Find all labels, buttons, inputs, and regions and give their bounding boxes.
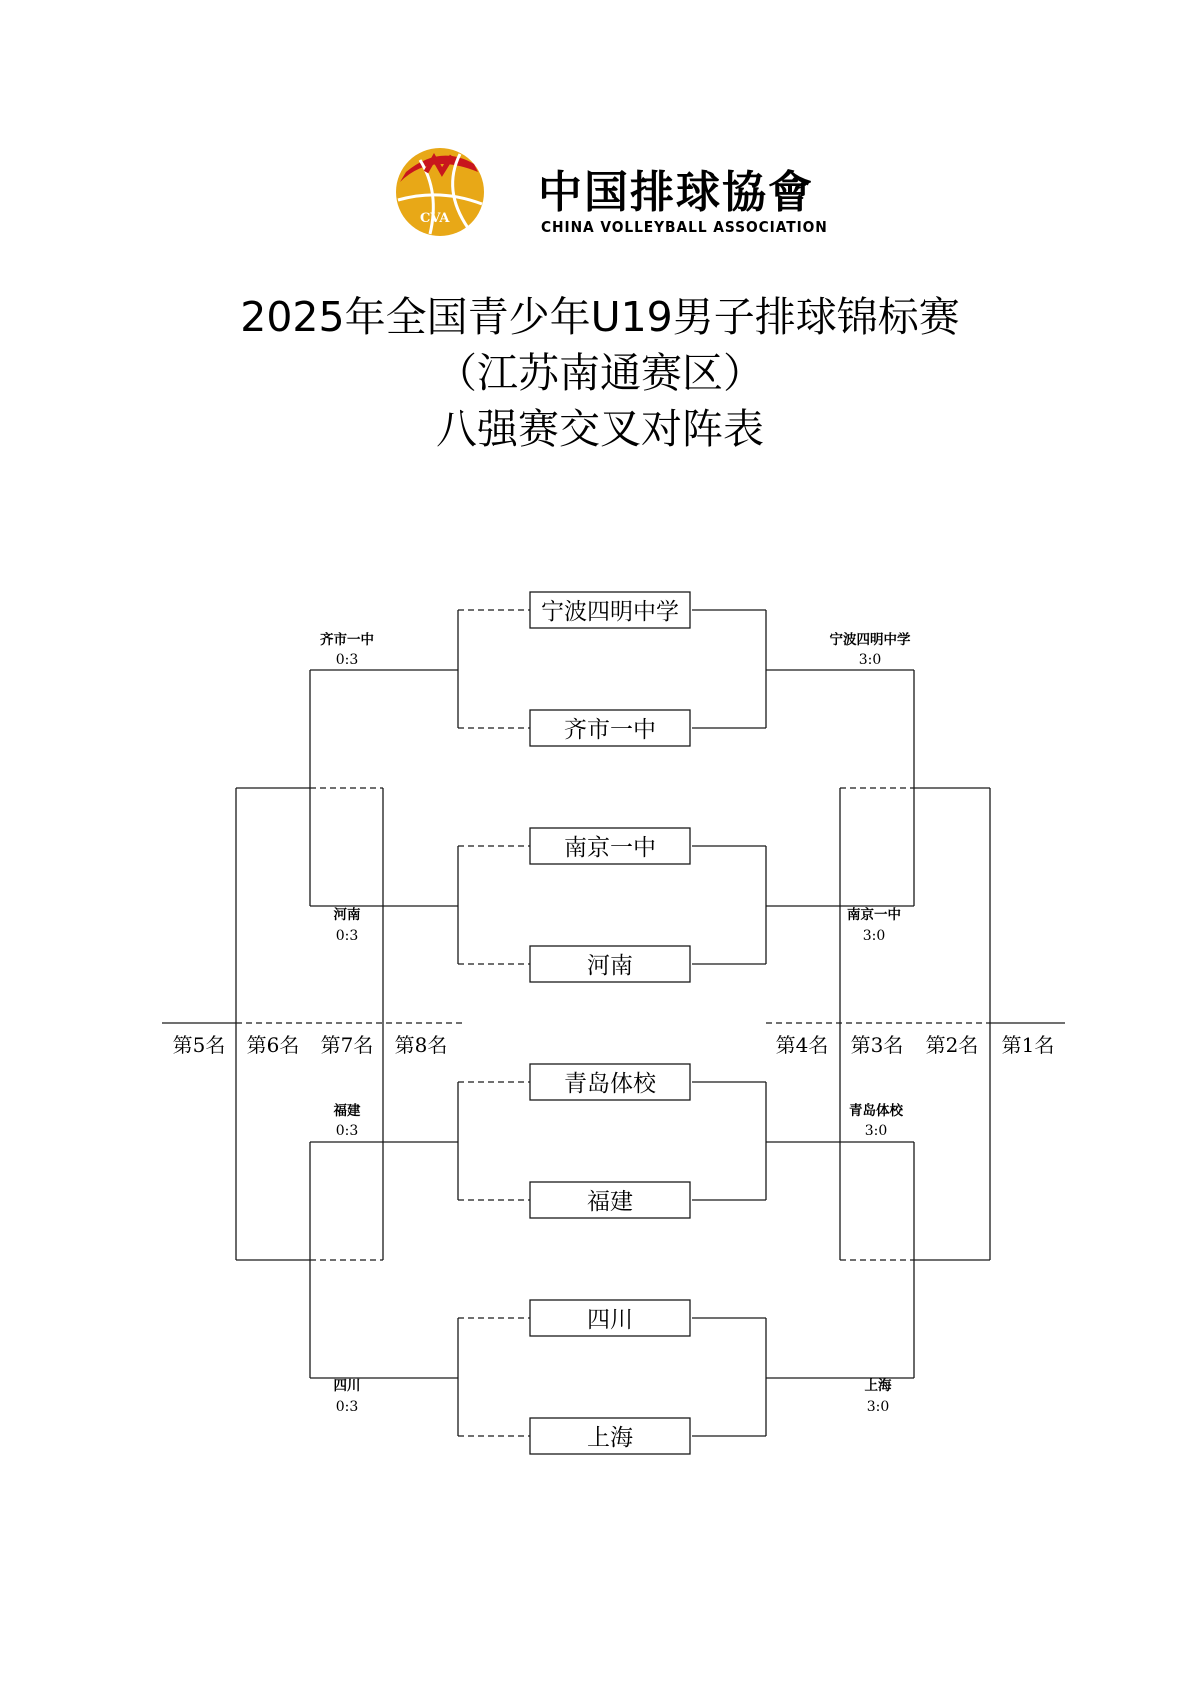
org-name-en: CHINA VOLLEYBALL ASSOCIATION bbox=[541, 218, 828, 236]
team-name: 宁波四明中学 bbox=[541, 599, 679, 625]
left-result-team: 四川 bbox=[333, 1378, 361, 1394]
title-line-2: （江苏南通赛区） bbox=[436, 349, 764, 397]
left-result-team: 福建 bbox=[333, 1103, 361, 1119]
place-label: 第4名 bbox=[775, 1033, 829, 1057]
place-label: 第3名 bbox=[850, 1033, 904, 1057]
left-result-team: 河南 bbox=[333, 907, 361, 923]
bracket-diagram bbox=[0, 560, 1200, 1460]
right-result-team: 青岛体校 bbox=[849, 1103, 903, 1119]
left-result-team: 齐市一中 bbox=[320, 632, 374, 648]
logo-mark: CVA bbox=[420, 211, 450, 226]
place-label: 第2名 bbox=[925, 1033, 979, 1057]
team-name: 福建 bbox=[587, 1189, 633, 1215]
dashed-leaders bbox=[458, 610, 530, 1436]
volleyball-logo-icon bbox=[390, 142, 490, 242]
title-line-1: 2025年全国青少年U19男子排球锦标赛 bbox=[240, 293, 960, 341]
left-result-score: 0:3 bbox=[335, 1399, 359, 1415]
place-label: 第1名 bbox=[1001, 1033, 1055, 1057]
org-name-cn: 中国排球協會 bbox=[538, 167, 814, 218]
place-label: 第5名 bbox=[172, 1033, 226, 1057]
right-result-score: 3:0 bbox=[862, 928, 886, 944]
right-result-team: 宁波四明中学 bbox=[829, 632, 911, 648]
place-label: 第6名 bbox=[246, 1033, 300, 1057]
left-result-score: 0:3 bbox=[335, 1123, 359, 1139]
team-name: 南京一中 bbox=[564, 835, 656, 861]
right-result-team: 南京一中 bbox=[847, 907, 901, 923]
left-result-score: 0:3 bbox=[335, 652, 359, 668]
right-result-score: 3:0 bbox=[866, 1399, 890, 1415]
left-result-score: 0:3 bbox=[335, 928, 359, 944]
title-line-3: 八强赛交叉对阵表 bbox=[436, 405, 764, 453]
team-name: 青岛体校 bbox=[564, 1071, 656, 1097]
place-label: 第7名 bbox=[320, 1033, 374, 1057]
team-name: 四川 bbox=[587, 1307, 633, 1333]
right-result-team: 上海 bbox=[864, 1378, 892, 1394]
place-label: 第8名 bbox=[394, 1033, 448, 1057]
cva-logo bbox=[420, 150, 828, 250]
team-name: 齐市一中 bbox=[564, 717, 656, 743]
right-result-score: 3:0 bbox=[858, 652, 882, 668]
right-result-score: 3:0 bbox=[864, 1123, 888, 1139]
team-name: 河南 bbox=[587, 953, 633, 979]
team-name: 上海 bbox=[587, 1425, 633, 1451]
